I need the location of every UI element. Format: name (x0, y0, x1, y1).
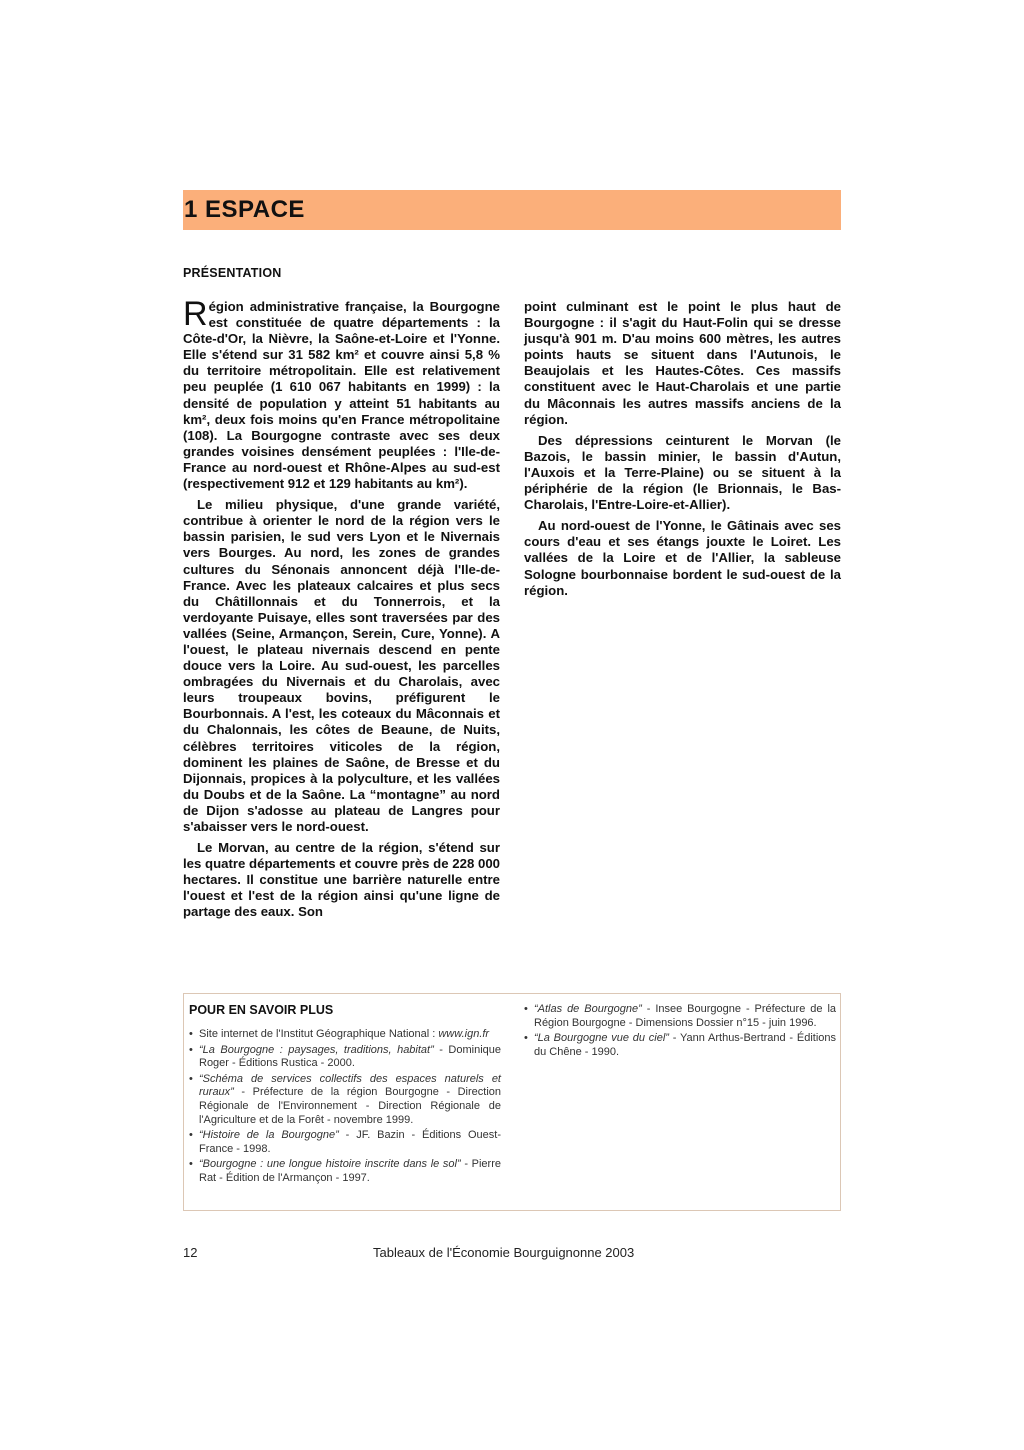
chapter-banner (183, 190, 841, 230)
bullet-icon: • (189, 1072, 193, 1085)
reference-list-left (189, 1028, 501, 1188)
reference-item (524, 1032, 836, 1059)
body-paragraph: point culminant est le point le plus haut de Bourgogne : il s'agit du Haut-Folin qui se dresse jusqu'à 901 m. D'au moins 600 mètres, les autres points hauts se situent dans l'Autunois, le Beaujolais et les Hautes-Côtes. Ces massifs constituent avec le Haut-Charolais et une partie du Mâconnais les autres massifs anciens de la région. (524, 299, 841, 427)
reference-title: “La Bourgogne : paysages, traditions, habitat” (199, 1043, 434, 1056)
reference-title: “Histoire de la Bourgogne” (199, 1129, 339, 1142)
bullet-icon: • (189, 1158, 193, 1171)
bullet-icon: • (189, 1028, 193, 1040)
reference-item (189, 1158, 501, 1185)
reference-title: “Atlas de Bourgogne” (534, 1003, 642, 1015)
reference-details: - Pierre Rat - Édition de l'Armançon - 1997. (199, 1158, 501, 1184)
reference-details: Site internet de l'Institut Géographique National : (199, 1028, 439, 1040)
reference-list-right (524, 1003, 836, 1061)
bullet-icon: • (524, 1003, 528, 1015)
reference-item (189, 1073, 501, 1127)
reference-item (189, 1028, 501, 1042)
bullet-icon: • (524, 1032, 528, 1045)
reference-title: “Schéma de services collectifs des espaces naturels et ruraux” (199, 1072, 501, 1099)
body-paragraph-text: égion administrative française, la Bourgogne est constituée de quatre départements : la Côte-d'Or, la Nièvre, la Saône-et-Loire et l'Yonne. Elle s'étend sur 31 582 km² et couvre ainsi 5,8 % du territoire métropolitain. Elle est relativement peu peuplée (1 610 067 habitants en 1999) : la densité de population y atteint 51 habitants au km², deux fois moins qu'en France métropolitaine (108). La Bourgogne contraste avec ses deux grandes voisines densément peuplées : l'Ile-de-France au nord-ouest et Rhône-Alpes au sud-est (respectivement 912 et 129 habitants au km²). (183, 299, 500, 492)
bullet-icon: • (189, 1043, 193, 1056)
further-reading-title: POUR EN SAVOIR PLUS (189, 1003, 334, 1017)
reference-item (189, 1044, 501, 1071)
reference-details: - Insee Bourgogne - Préfecture de la Région Bourgogne - Dimensions Dossier n°15 - juin 1996. (534, 1003, 837, 1029)
reference-details: - Yann Arthus-Bertrand - Éditions du Chêne - 1990. (534, 1032, 837, 1058)
page-number: 12 (183, 1245, 198, 1260)
reference-link[interactable]: www.ign.fr (438, 1028, 490, 1040)
body-paragraph: Le milieu physique, d'une grande variété, contribue à orienter le nord de la région vers le bassin parisien, le sud vers Lyon et le Nivernais vers Bourges. Au nord, les zones de grandes cultures du Sénonais annoncent déjà l'Ile-de-France. Avec les plateaux calcaires et plus secs du Châtillonnais et du Tonnerrois, et la verdoyante Puisaye, elles sont traversées par des vallées (Seine, Armançon, Serein, Cure, Yonne). A l'ouest, le plateau nivernais descend en pente douce vers la Loire. Au sud-ouest, les parcelles ombragées du Nivernais et du Charolais, avec leurs troupeaux bovins, préfigurent le Bourbonnais. A l'est, les coteaux du Mâconnais et du Chalonnais, les côtes de Beaune, de Nuits, célèbres territoires viticoles de la région, dominent les plaines de Saône, de Bresse et du Dijonnais, propices à la polyculture, et les vallées du Doubs et de la Saône. La “montagne” au nord de Dijon s'adosse au plateau de Langres pour s'abaisser vers le nord-ouest. (183, 497, 500, 834)
section-heading: PRÉSENTATION (183, 266, 282, 280)
drop-cap: R (183, 295, 208, 333)
body-column-right (524, 299, 841, 604)
body-paragraph: Le Morvan, au centre de la région, s'étend sur les quatre départements et couvre près de 228 000 hectares. Il constitue une barrière naturelle entre l'ouest et l'est de la région ainsi qu'une ligne de partage des eaux. Son (183, 840, 500, 920)
reference-item (524, 1003, 836, 1030)
reference-details: - JF. Bazin - Éditions Ouest-France - 1998. (199, 1129, 501, 1155)
body-paragraph: Au nord-ouest de l'Yonne, le Gâtinais avec ses cours d'eau et ses étangs jouxte le Loiret. Les vallées de la Loire et de l'Allier, la sableuse Sologne bourbonnaise bordent le sud-ouest de la région. (524, 518, 841, 598)
reference-title: “La Bourgogne vue du ciel” (534, 1032, 669, 1045)
further-reading-box (183, 993, 841, 1211)
publication-title: Tableaux de l'Économie Bourguignonne 2003 (373, 1245, 635, 1260)
reference-title: “Bourgogne : une longue histoire inscrite dans le sol” (199, 1158, 461, 1171)
body-paragraph: Des dépressions ceinturent le Morvan (le Bazois, le bassin minier, le bassin d'Autun, l'Auxois et la Terre-Plaine) ou se situent à la périphérie de la région (le Brionnais, le Bas-Charolais, l'Entre-Loire-et-Allier). (524, 432, 841, 513)
reference-item (189, 1129, 501, 1156)
body-paragraph (183, 295, 500, 492)
bullet-icon: • (189, 1129, 193, 1142)
chapter-title: 1 ESPACE (184, 196, 305, 223)
reference-details: - Préfecture de la région Bourgogne - Direction Régionale de l'Environnement - Direction Régionale de l'Agriculture et de la Forêt - novembre 1999. (199, 1086, 501, 1126)
reference-details: - Dominique Roger - Éditions Rustica - 2000. (199, 1043, 501, 1070)
body-column-left (183, 295, 500, 926)
